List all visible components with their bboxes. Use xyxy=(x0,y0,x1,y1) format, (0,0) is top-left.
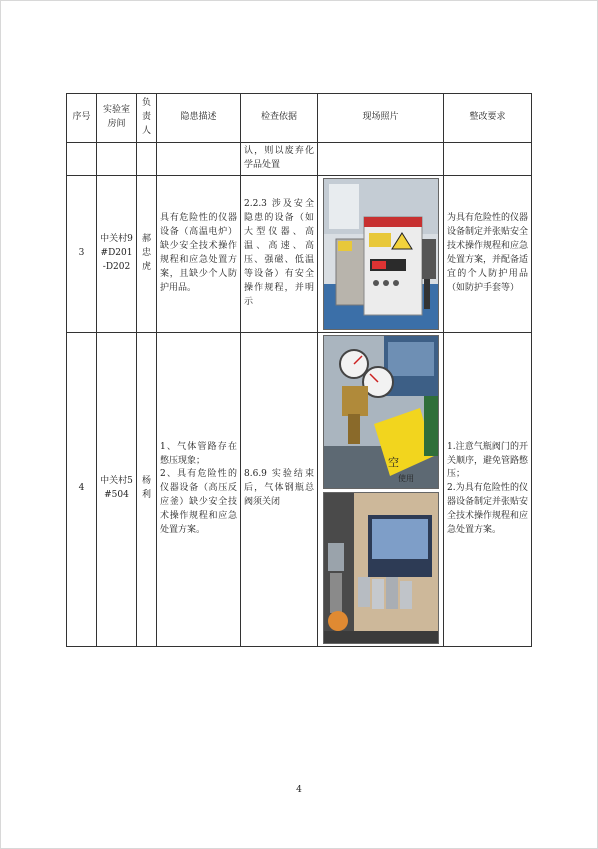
gas-regulator-photo xyxy=(323,335,439,489)
row-description: 具有危险性的仪器设备（高温电炉）缺少安全技术操作规程和应急处置方案，且缺少个人防护用品。 xyxy=(157,175,241,332)
header-room: 实验室房间 xyxy=(97,94,137,143)
reactor-photo xyxy=(323,492,439,644)
header-person: 负责人 xyxy=(137,94,157,143)
row-room: 中关村5#504 xyxy=(97,332,137,646)
tag-use-label: 使用 xyxy=(397,473,414,483)
table-header-row xyxy=(67,94,532,143)
row-description: 1、气体管路存在憋压现象； 2、具有危险性的仪器设备（高压反应釜）缺少安全技术操作规程和应急处置方案。 xyxy=(157,332,241,646)
continuation-basis: 认，则以废弃化学品处置 xyxy=(241,143,318,176)
header-basis: 检查依据 xyxy=(241,94,318,143)
row-person: 杨利 xyxy=(137,332,157,646)
table-row xyxy=(67,332,532,646)
row-basis: 2.2.3 涉及安全隐患的设备（如大型仪器、高温、高速、高压、强磁、低温等设备）有安全操作规程，并明示 xyxy=(241,175,318,332)
furnace-photo xyxy=(323,178,439,330)
header-requirement: 整改要求 xyxy=(444,94,532,143)
row-index: 3 xyxy=(67,175,97,332)
tag-empty-label: 空 xyxy=(387,455,399,469)
page-number: 4 xyxy=(296,785,302,795)
row-index: 4 xyxy=(67,332,97,646)
row-requirement: 1.注意气瓶阀门的开关顺序，避免管路憋压； 2.为具有危险性的仪器设备制定并张贴安全技术操作规程和应急处置方案。 xyxy=(444,332,532,646)
table-row-continuation xyxy=(67,143,532,176)
row-basis: 8.6.9 实验结束后，气体钢瓶总阀须关闭 xyxy=(241,332,318,646)
row-room: 中关村9#D201-D202 xyxy=(97,175,137,332)
header-photo: 现场照片 xyxy=(318,94,444,143)
row-person: 郝忠虎 xyxy=(137,175,157,332)
header-index: 序号 xyxy=(67,94,97,143)
row-requirement: 为具有危险性的仪器设备制定并张贴安全技术操作规程和应急处置方案，并配备适宜的个人防护用品（如防护手套等） xyxy=(444,175,532,332)
table-row xyxy=(67,175,532,332)
hazard-table xyxy=(66,93,532,647)
header-description: 隐患描述 xyxy=(157,94,241,143)
